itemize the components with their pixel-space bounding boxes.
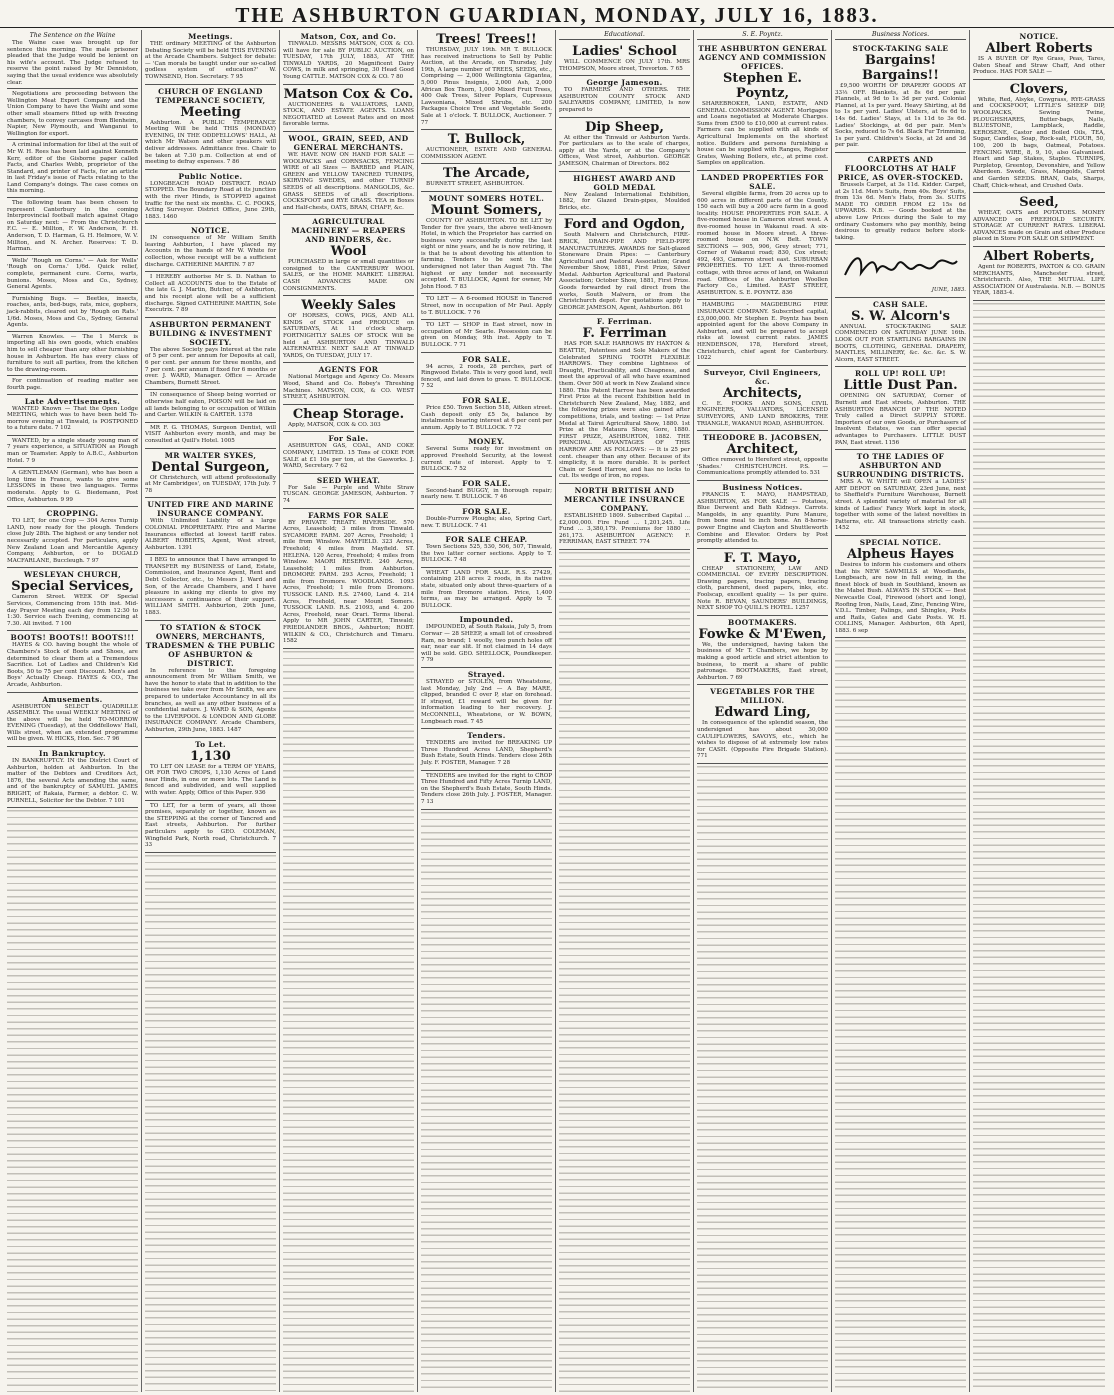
advertisement [7, 468, 138, 507]
advertisement [835, 298, 966, 368]
ad-body: WANTED Known — That the Open Lodge MEETING, which was to have been held To-morrow evening at Tinwald, is POSTPONED to a future date. 7 102 [7, 405, 138, 432]
continued-text [697, 764, 828, 1392]
ad-body: Agent for ROBERTS, PAXTON & CO. GRAIN MERCHANTS, Manchester street, Christchurch. Also, THE MUTUAL LIFE ASSOCIATION Of Australasia. N.B. — BONUS YEAR, 1883-4. [973, 264, 1105, 297]
advertisement [145, 170, 276, 225]
advertisement [697, 616, 828, 686]
news-paragraph [7, 198, 138, 256]
news-heading: The Sentence on the Waine [29, 32, 116, 39]
ad-title: AGENTS FOR [318, 365, 379, 375]
ad-body: IMPOUNDED, at South Rakaia, July 5, from Corwar — 28 SHEEP, a small lot of crossbred Ram, no brand; 1 woolly, two punch holes off ear, near ear slit. If not claimed in 14 days will be sold. GEO. SHELLOCK, Poundkeeper. 7 79 [421, 624, 552, 664]
ad-body: TINWALD. MESSRS MATSON, COX & CO. will have for sale BY PUBLIC AUCTION, on TUESDAY, 17th JULY, 1883, AT THE TINWALD YARDS, 20 Magnificent Dairy COWS, in milk and springing, 30 Head Good Young CATTLE. MATSON COX & CO. 7 80 [283, 41, 414, 80]
ad-title: THEODORE B. JACOBSEN, [702, 433, 823, 443]
ad-body: A GENTLEMAN (German), who has been a long time in France, wants to give some LESSONS in these two languages. Terms moderate. Apply to G. Biedemann, Post Office, Ashburton. 9 99 [7, 470, 138, 503]
ad-body: PURCHASED in large or small quantities or consigned to the CANTERBURY WOOL SALES, or the HOME MARKET. LIBERAL CASH ADVANCES MADE ON CONSIGNMENTS. [283, 259, 414, 292]
column-2 [142, 30, 280, 1392]
ad-body: For Sale — Purple and White Straw TUSCAN. GEORGE JAMESON, Ashburton. 7 74 [283, 484, 414, 504]
ad-title: AGRICULTURAL MACHINERY — REAPERS AND BINDERS, &c. [291, 217, 406, 245]
ad-body: TO LET, for a term of years, all those premises, separately or together, known as the STEPPING at the corner of Tancred and East streets, Ashburton. For further particulars apply to GEO. COLEMAN, Wingfield Park, North road, Christchurch. 7 33 [145, 802, 276, 849]
ad-title: ASHBURTON PERMANENT BUILDING & INVESTMENT SOCIETY. [149, 319, 272, 347]
ad-body: Brussels Carpet, at 3s 11d. Kidder. Carpet, at 2s 11d. Men's Suits, from 40s. Boys' Suits, from 13s 6d. Men's Hats, from 3s. SUITS MADE TO ORDER FROM £2 15s 6d UPWARDS. N.B. — Goods booked at the above Low Prices during the Sale to my ordinary Customers who pay monthly, being desirous to greatly reduce before stock-taking. [835, 181, 966, 241]
column-6 [694, 30, 832, 1392]
ad-headline: Albert Roberts [985, 41, 1093, 56]
news-text: The following team has been chosen to represent Canterbury in the coming Interprovincial football match against Otago on Saturday next: — From the Christchurch F.C. — E. Millton, F. W. Anderson, F. H. Anderson, T. D. Harman, G. H. Helmore, W. V. Millton, and N. Archer. Reserves: T. D. Harman. [7, 200, 138, 253]
ad-body: ASHBURTON GAS, COAL, AND COKE COMPANY, LIMITED. 15 Tons of COKE FOR SALE at £1 10s per ton, at the Gasworks. J. WARD, Secretary. 7 62 [283, 443, 414, 470]
ad-body: TO LET, for one Crop — 304 Acres Turnip LAND, now ready for the plough. Tenders close July 28th. The highest or any tender not necessarily accepted. For particulars, apply New Zealand Loan and Mercantile Agency Company, Ashburton, or to DUGALD MACFARLANE, Buccleugh. 7 97 [7, 518, 138, 564]
ad-body: MRS A. W. WHITE will OPEN a LADIES' ART DEPOT on SATURDAY, 23rd June, next to Sheffield's Furniture Warehouse, Burnett street. A splendid variety of material for all kinds of Ladies' Fancy Work kept in stock, together with some of the latest novelties in Patterns, etc. All transactions strictly cash. 1452 [835, 479, 966, 532]
ad-headline: Clovers, [1009, 81, 1069, 97]
news-paragraph [7, 140, 138, 198]
advertisement [145, 621, 276, 738]
advertisement [973, 80, 1105, 193]
ad-body: AUCTIONEER, ESTATE AND GENERAL COMMISSION AGENT. [421, 147, 552, 160]
advertisement [421, 435, 552, 476]
ad-title: FOR SALE. [462, 506, 511, 516]
ad-body: BY PRIVATE TREATY. RIVERSIDE. 570 Acres, Leasehold; 3 miles from Tinwald. SYCAMORE FARM. 207 Acres, Freehold; 1 mile from Winslow. MAYFIELD. 323 Acres, Freehold; 4 miles from Mayfield. ST. HELENA. 120 Acres, Freehold; 4 miles from Winslow. MAORI RESERVE. 240 Acres, Leasehold; 1 miles from Ashburton. DROMORE FARM. 293 Acres, Freehold; 1 mile from Dromore. WOODLANDS. 1093 Acres, Freehold; 1 mile from Dromore. TUSSOCK LAND. R.S. 27460, Land 4. 214 Acres, Freehold, near Mount Somers. TUSSOCK LAND. R.S. 21093, and 4. 200 Acres, Freehold, near Orari. Terms liberal. Apply to MR JOHN CARTER, Tinwald; FRIEDLANDER BROS., Ashburton; ROBT. WILKIN & CO., Christchurch and Timaru. 1582 [283, 519, 414, 645]
ad-body: Town Sections 525, 530, 506, 507, Tinwald, the two latter corner sections. Apply to T. BULLOCK. 7 48 [421, 544, 552, 564]
ad-body: CHEAP STATIONERY, LAW AND COMMERCIAL OF EVERY DESCRIPTION. Drawing papers, tracing papers, tracing cloth, parchment, deed papers, inks, etc. Foolscap, excellent quality — 1s per quire. Note R. BEVAN, SAUNDERS' BUILDINGS, NEXT SHOP TO QUILL'S HOTEL. 1257 [697, 565, 828, 612]
ad-body: Office removed to Hereford street, opposite 'Shades.' CHRISTCHURCH. P.S. — Communications promptly attended to. 531 [697, 457, 828, 477]
ad-title: MR WALTER SYKES, [164, 450, 257, 460]
ad-body: South Malvern and Christchurch, FIRE-BRICK, DRAIN-PIPE AND FIELD-PIPE MANUFACTURERS. AWARDS for Salt-glazed Stoneware Drain Pipes: — Canterbury Agricultural and Pastoral Association; Grand November Show, 1881, First Prize, Silver Medal. Ashburton Agricultural and Pastoral Association; October Show, 1881, First Prize. Goods forwarded by rail direct from the works, South Malvern, or from the Christchurch depot. For quotations apply to GEORGE JAMESON, Agent, Ashburton. 861 [559, 232, 690, 311]
advertisement [559, 42, 690, 76]
news-paragraph [7, 89, 138, 140]
column-heading: Business Notices. [835, 30, 966, 40]
news-text: Wells' 'Rough on Corns.' — Ask for Wells' 'Rough on Corns.' 1/6d. Quick relief, complete, permanent cure. Corns, warts, bunions. Moses, Moss and Co., Sydney, General Agents. [7, 257, 138, 291]
ad-body: With Unlimited Liability of a large COLONIAL PROPRIETARY. Fire and Marine Insurances effected at lowest tariff rates. ALBERT ROBERTS, Agent, West street, Ashburton. 1391 [145, 518, 276, 551]
ad-body: SHAREBROKER, LAND, ESTATE, AND GENERAL COMMISSION AGENT. Mortgages and Loans negotiated at Moderate Charges. Sums from £500 to £10,000 at current rates. Farmers can be supplied with all kinds of Agricultural Implements on the shortest notice. Builders and persons furnishing a house can be supplied with Ranges, Register Grates, Washing Boilers, etc., at prime cost. Samples on application. [697, 101, 828, 167]
advertisement [973, 30, 1105, 80]
advertisement [7, 568, 138, 631]
advertisement [283, 215, 414, 296]
ad-headline: Fowke & M'Ewen, [698, 626, 827, 642]
ad-body: AUCTIONEERS & VALUATORS, LAND, STOCK, AND ESTATE AGENTS. LOANS NEGOTIATED at Lowest Rates and on most favorable terms. [283, 101, 414, 128]
ad-title: To Let. [195, 739, 226, 749]
ad-body: £9,500 WORTH OF DRAPERY GOODS AT 33⅓ OFF. Blankets, at 8s 6d per pair. Flannels, at 9d to 1s 3d per yard. Colonial Flannel, at 1s per yard. Heavy Shirting, at 8d to 1s per yard. Ladies' Ulsters, at 6s 6d to 14s 6d. Ladies' Stays, at 1s 11d to 3s 6d. Ladies' Stockings, at 6d per pair. Men's Socks, reduced to 7s 6d. Black Fur Trimming, 1s per yard. Children's Socks, at 2d and 3d per pair. [835, 83, 966, 149]
ad-title: Impounded. [459, 615, 514, 625]
ad-headline: Meeting [180, 104, 241, 120]
ad-headline: Architect, [726, 442, 799, 458]
ad-body: WANTED, by a single steady young man of 7 years experience, a SITUATION as Plough man or Teamster. Apply to A.B.C., Ashburton Hotel. 7 9 [7, 437, 138, 464]
advertisement [421, 729, 552, 770]
signature-date: JUNE, 1883. [931, 287, 966, 294]
ad-title: NOTICE. [1019, 32, 1059, 41]
ad-title: Meetings. [188, 32, 233, 41]
news-paragraph [7, 376, 138, 394]
ad-body: WHEAT LAND FOR SALE. R.S. 27429, containing 218 acres 2 roods, in its native state, situated only about three-quarters of a mile from Dromore station. Price, 1,400 terms, as may be arranged. Apply to T. BULLOCK. [421, 569, 552, 609]
ad-body: HAYES & CO. having bought the whole of Chambers's Stock of Boots and Shoes, are determined to clear them at a Tremendous Sacrifice. Lot of Ladies and Children's Kid Boots, 50 to 75 per cent Discount. Men's and Boys' Actually Cheap. HAYES & CO., The Arcade, Ashburton. [7, 642, 138, 688]
advertisement [145, 498, 276, 555]
advertisement [145, 318, 276, 391]
ad-title: NORTH BRITISH AND MERCANTILE INSURANCE COMPANY. [564, 485, 685, 513]
ad-body: TENDERS are invited for BREAKING UP Three Hundred Acres LAND, Shepherd's Bush Estate, South Hinds. Tenders close 26th July. F. FOSTER, Manager. 7 28 [421, 740, 552, 766]
ad-title: STOCK-TAKING SALE [852, 44, 949, 53]
advertisement [145, 390, 276, 422]
ad-body: IN BANKRUPTCY. IN the District Court of Ashburton, holden at Ashburton. In the matter of the Debtors and Creditors Act, 1876, the several Acts amending the same, and of the bankruptcy of SAMUEL JAMES BRIGHT, of Rakaia, Farmer, a debtor. C. W. PURNELL, Solicitor for the Debtor. 7 101 [7, 758, 138, 804]
ad-body: C. E. FOOKS AND SONS, CIVIL ENGINEERS, VALUATORS, LICENSED SURVEYORS, AND LAND BROKERS, THE TRIANGLE, WAKANUI ROAD, ASHBURTON. [697, 400, 828, 427]
advertisement [559, 76, 690, 117]
ad-body: HAS FOR SALE HARROWS BY HAXTON & BEATTIE, Patentees and Sole Makers of the Celebrated SPRING TOOTH FLEXIBLE HARROWS. They combine Lightness of Draught, Practicability, and Cheapness, and meet the approval of all who have examined them. Over 500 at work in New Zealand since 1880. This Patent Harrow has been awarded First Prize at the recent Exhibition held in Christchurch New Zealand, May, 1882, and the following prizes were also gained after competitions, trials, and testing: — 1st Prize Medal at Tairei Agricultural Show, 1880. 1st Prize at the Mataura Show, Gore, 1880. FIRST PRIZE, ASHBURTON, 1882. THE PRINCIPAL ADVANTAGES OF THIS HARROW ARE AS FOLLOWS: — It is 25 per cent. cheaper than any other. Because of its simplicity, it is more durable. It is perfect Chain or Seed Harrow, and has no locks to cut. Its wedge of iron, no ropes. [559, 341, 690, 480]
ad-headline: Dip Sheep, [585, 119, 664, 135]
signature-block [835, 245, 966, 298]
advertisement [421, 320, 552, 352]
advertisement [835, 536, 966, 639]
ad-headline: T. Bullock, [447, 132, 526, 148]
ad-title: SEED WHEAT. [316, 475, 381, 485]
news-paragraph [7, 294, 138, 332]
advertisement [421, 192, 552, 295]
ad-body: I HEREBY authorise Mr S. D. Nathan to Collect all ACCOUNTS due to the Estate of the late G. J. Martin, Butcher, of Ashburton, and his receipt alone will be a sufficient discharge. Signed CATHERINE MARTIN, Sole Executrix. 7 89 [145, 274, 277, 314]
ad-title: FARMS FOR SALE [308, 510, 389, 520]
advertisement [283, 405, 414, 433]
ad-headline: Seed, [1019, 195, 1059, 211]
ad-title: FOR SALE. [462, 478, 511, 488]
ad-body: TO FARMERS AND OTHERS. THE ASHBURTON COUNTY STOCK AND SALEYARDS COMPANY, LIMITED, Is now prepared to [559, 87, 690, 113]
advertisement [559, 118, 690, 172]
advertisement [283, 363, 414, 404]
ad-title: TO STATION & STOCK OWNERS, MERCHANTS, TRADESMEN & THE PUBLIC OF ASHBURTON & DISTRICT. [145, 622, 276, 668]
advertisement [283, 509, 414, 649]
advertisement [559, 484, 690, 550]
ad-headline: F. Ferriman [582, 326, 667, 342]
advertisement [559, 315, 690, 483]
ad-headline: Trees! Trees!! [436, 32, 537, 47]
advertisement [835, 42, 966, 153]
masthead-title: THE ASHBURTON GUARDIAN, MONDAY, JULY 16, 1883. [235, 3, 879, 27]
masthead [0, 2, 1114, 28]
continued-text [145, 853, 276, 1392]
advertisement [283, 85, 414, 132]
advertisement [697, 366, 828, 431]
ad-title: WOOL, GRAIN, SEED, AND GENERAL MERCHANTS. [288, 133, 409, 152]
ad-body: COUNTY OF ASHBURTON. TO BE LET by Tender for five years, the above well-known Hotel, in which the Proprietor has carried on business very successfully during the last eight or nine years, and he is now retiring, it is that he is about devoting his attention to farming. Tenders to be sent to the undersigned not later than August 7th. The highest or any tender not necessarily accepted. T. BULLOCK, Agent for owner, Mr John Hood. 7 83 [421, 217, 552, 290]
ad-title: MOUNT SOMERS HOTEL. [428, 193, 545, 203]
ad-title: NOTICE. [190, 226, 231, 236]
continued-text [7, 808, 138, 1392]
ad-title: Surveyor, Civil Engineers, &c. [703, 367, 822, 386]
ad-title: SPECIAL NOTICE. [859, 537, 942, 547]
advertisement [973, 247, 1105, 301]
advertisement [421, 613, 552, 668]
advertisement [835, 367, 966, 450]
ad-headline: Albert Roberts, [983, 249, 1095, 265]
ad-body: OF HORSES, COWS, PIGS, AND ALL KINDS of STOCK and PRODUCE on SATURDAYS, At 11 o'clock sharp. FORTNIGHTLY SALES OF STOCK Will be held at ASHBURTON AND TINWALD ALTERNATELY. NEXT SALE AT TINWALD YARDS, On TUESDAY, JULY 17. [283, 313, 414, 359]
news-text: The Waine case was brought up for sentence this morning. The male prisoner pleaded that the Judge would be lenient on his wife's account. The Judge refused to reserve the point raised by Mr Denniston, saying that the usual evidence was absolutely clear. [7, 40, 138, 86]
ad-body: THE ordinary MEETING of the Ashburton Debating Society will be held THIS EVENING at the Arcade Chambers. Subject for debate: — 'Can morals be taught under our so-called godless system of education?' W. TOWNSEND, Hon. Secretary. 7 95 [145, 41, 276, 80]
ad-body: Several Sums ready for investment on approved Freehold Security, at the lowest current rate of interest. Apply to T. BULLOCK. 7 52 [421, 446, 552, 473]
ad-title: BOOTS! BOOTS!! BOOTS!!! [10, 633, 135, 643]
ad-headline: Cheap Storage. [292, 406, 405, 422]
ad-body: IN consequence of Mr William Smith leaving Ashburton, I have placed my Accounts in the hands of Mr W. White for collection, whose receipt will be a sufficient discharge. CATHERINE MARTIN. 7 87 [145, 235, 276, 268]
news-paragraph [7, 256, 138, 294]
advertisement [7, 395, 138, 436]
ad-body: OPENING ON SATURDAY, Corner of Burnett and East streets, Ashburton. THE ASHBURTON BRANCH OF THE NOTED Truly called a Direct SUPPLY STORE. Importers of our own Goods, or Purchasers of Insolvent Estates, we can offer special advantages to Purchasers. LITTLE DUST PAN, East street. 1156 [835, 393, 966, 446]
ad-title: Business Notices. [722, 482, 803, 492]
ad-body: THURSDAY, JULY 19th. MR T. BULLOCK has received instructions to Sell by Public Auction, at the Arcade, on Thursday, July 19th, A large number of TREES, SEEDS, etc., Comprising — 2,000 Wellingtonia Gigantea, 5,000 Pinus Insignis, 2,000 Ash, 2,000 African Box Thorn, 1,000 Mixed Fruit Trees, 400 Oak Trees, Silver Poplars, Cupressus Lawsoniana, Mixed Shrubs, etc. 200 Packages Choice Tree and Vegetable Seeds. Sale at 1 o'clock. T. BULLOCK, Auctioneer. 7 77 [421, 47, 552, 126]
ad-headline: Alpheus Hayes [847, 546, 954, 562]
advertisement [697, 171, 828, 301]
continued-text [973, 301, 1105, 1392]
advertisement [421, 568, 552, 614]
advertisement [421, 533, 552, 568]
ad-body: Second-hand BUGGY, in thorough repair; nearly new. T. BULLOCK. 7 46 [421, 487, 552, 501]
ad-title: For Sale. [328, 434, 369, 444]
ad-title: Amusements. [42, 694, 103, 704]
advertisement [421, 477, 552, 505]
ad-body: Cameron Street. WEEK OF Special Services, Commencing from 15th inst. Mid-day Prayer Meeting each day from 12:30 to 1:30. Service each Evening, commencing at 7.30. All invited. 7 100 [7, 594, 138, 627]
ad-title: FOR SALE. [462, 354, 511, 364]
ad-title: LANDED PROPERTIES FOR SALE. [701, 172, 824, 191]
column-3 [280, 30, 418, 1392]
ad-headline: S. W. Alcorn's [851, 308, 950, 324]
ad-headline: Edward Ling, [714, 705, 811, 721]
advertisement [697, 42, 828, 171]
ad-body: 94 acres, 2 roods, 28 perches, part of Ringwood Estate. This is very good land, well fenced, and laid down to grass. T. BULLOCK. 7 52 [421, 363, 552, 390]
advertisement [835, 153, 966, 245]
continued-text [421, 810, 552, 1393]
ad-title: CARPETS AND FLOORCLOTHS AT HALF PRICE, AS OVER-STOCKED. [837, 154, 964, 182]
advertisement [421, 668, 552, 729]
ad-title: BOOTMAKERS. [728, 617, 797, 627]
advertisement [283, 474, 414, 509]
ad-title: Tenders. [467, 731, 506, 741]
ad-title: UNITED FIRE AND MARINE INSURANCE COMPANY. [147, 500, 274, 519]
ad-headline: F. T. Mayo, [723, 550, 802, 566]
news-paragraph [7, 30, 138, 89]
ad-title: TO THE LADIES OF ASHBURTON AND SURROUNDING DISTRICTS. [836, 452, 965, 480]
advertisement [283, 296, 414, 363]
ad-title: CROPPING. [46, 509, 99, 519]
ad-body: In consequence of the splendid season, the undersigned has about 30,000 CAULIFLOWERS, SAVOYS, etc., which he wishes to dispose of at extremely low rates for CASH. (Opposite Fire Brigade Station). 771 [697, 720, 828, 760]
advertisement [283, 432, 414, 473]
ad-body: Price £50. Town Section 518, Aitken street. Cash deposit only £5 5s, balance by instalments bearing interest at 6 per cent per annum. Apply to T. BULLOCK. 7 72 [421, 404, 552, 431]
ad-body: At either the Tinwald or Ashburton Yards. For particulars as to the scale of charges, apply at the Yards, or at the Company's Offices, West street, Ashburton. GEORGE JAMESON, Chairman of Directors. 862 [559, 134, 690, 167]
news-text: A criminal information for libel at the suit of Mr W. H. Rees has been laid against Kenneth Kerr, editor of the Gisborne paper called Facts, and Charles Webb, proprietor of the Standard, and printer of Facts, for an article in last Friday's issue of Facts relating to the Land Company's doings. The case comes on this morning. [7, 142, 138, 195]
ad-headline: Matson Cox & Co. [283, 86, 414, 102]
ad-body: BURNETT STREET, ASHBURTON. [426, 181, 525, 188]
advertisement [421, 771, 552, 810]
advertisement [7, 693, 138, 748]
advertisement [145, 555, 276, 620]
continued-text [559, 550, 690, 1392]
ad-headline: Special Services, [11, 579, 134, 595]
column-4 [418, 30, 556, 1392]
ad-body: Apply, MATSON, COX & CO. 303 [288, 421, 381, 428]
ad-title: VEGETABLES FOR THE MILLION. [710, 687, 815, 706]
ad-title: Matson, Cox, and Co. [300, 32, 397, 41]
ad-body: Several eligible farms, from 20 acres up to 600 acres in different parts of the County. 150 each will buy a 200 acre farm in a good locality. HOUSE PROPERTIES FOR SALE. A five-roomed house in Cameron street west. A five-roomed house in Wakanui road. A six-roomed house in Moore street. A three-roomed house on N.W. Belt. TOWN SECTIONS — 905, 906, Grey street; 771, Corner of Wakanui road; 830, Cox street; 492, 493, Cameron street east. SUBURBAN PROPERTIES. TO LET. A three-roomed cottage, with three acres of land, on Wakanui road. Offices of the Ashburton Woollen Factory Co., Limited. EAST STREET, ASHBURTON. S. E. POYNTZ. 836 [697, 190, 828, 296]
column-8 [970, 30, 1108, 1392]
news-text: Furnishing Bugs. — Beetles, insects, roaches, ants, bed-bugs, rats, mice, gophers, jack-rabbits, cleared out by 'Rough on Rats.' 1/6d. Moses, Moss and Co., Sydney, General Agents. [7, 295, 138, 329]
ad-body: ESTABLISHED 1809. Subscribed Capital ... £2,000,000. Fire Fund ... 1,201,245. Life Fund ... 3,380,179. Premiums for 1880 ... 261,173. ASHBURTON AGENCY: F. FERRIMAN, EAST STREET. 774 [559, 512, 690, 546]
advertisement [421, 394, 552, 435]
column-1 [4, 30, 142, 1392]
advertisement [835, 450, 966, 536]
ad-headline: 1,130 [190, 748, 231, 764]
continued-text [835, 638, 966, 1392]
ad-body: TO LET — SHOP in East street, now in occupation of Mr Searle. Possession can be given on Monday, 9th inst. Apply to T. BULLOCK. 7 71 [421, 322, 552, 348]
column-heading: Educational. [559, 30, 690, 40]
advertisement [697, 300, 828, 365]
ad-title: ROLL UP! ROLL UP! [855, 369, 946, 379]
ad-body: I BEG to announce that I have arranged to TRANSFER my BUSINESS of Land, Estate, Commission, and Insurance Agent, Rent and Debt Collector, etc., to Messrs J. Ward and Son, of the Arcade Chambers, and I have pleasure in asking my clients to give my successors a continuance of their support. WILLIAM SMITH. Ashburton, 29th June, 1883. [145, 557, 276, 617]
ad-headline: Mount Somers, [430, 202, 543, 218]
ad-title: Public Notice. [178, 171, 243, 181]
column-heading: S. E. Poyntz. [697, 30, 828, 40]
ad-title: Strayed. [467, 670, 506, 679]
advertisement [421, 164, 552, 192]
ad-title: F. Ferriman. [596, 317, 653, 327]
ad-headline: Bargains! Bargains!! [862, 53, 939, 83]
ad-body: Desires to inform his customers and others that his NEW SAWMILLS at Woodlands, Longbeach, are now in full swing, in the finest block of bush in Southland, known as the Mabel Bush. ALWAYS IN STOCK — Best Newcastle Coal, Firewood (short and long), Roofing Iron, Nails, Lead, Zinc, Fencing Wire, V.D.L. Timber, Palings, and Shingles, Posts and Rails, Gates and Gate Posts. W. H. COLLINS, Manager. Ashburton, 6th April, 1883. 6 sep [835, 561, 966, 634]
advertisement [697, 481, 828, 549]
advertisement [697, 549, 828, 616]
ad-title: CHURCH OF ENGLAND TEMPERANCE SOCIETY, [155, 86, 266, 105]
advertisement [283, 30, 414, 85]
advertisement [145, 738, 276, 801]
ad-body: STRAYED or STOLEN, from Wheatstone, last Monday, July 2nd — A Bay MARE, clipped, branded C over P, star on forehead. If strayed, £1 reward will be given for information leading to her recovery. J. McCONNELL, Wheatstone, or W. BOWN, Longbeach road. 7 45 [421, 679, 552, 725]
advertisement [559, 172, 690, 216]
advertisement [145, 801, 276, 853]
news-text: For continuation of reading matter see fourth page. [7, 378, 138, 391]
ad-title: THE ASHBURTON GENERAL AGENCY AND COMMISSION OFFICES. [698, 44, 827, 71]
ad-body: Double-Furrow Ploughs; also, Spring Cart, new. T. BULLOCK. 7 41 [421, 515, 552, 529]
ad-body: LONGBEACH ROAD DISTRICT. ROAD STOPPED. The Boundary Road at its junction with the river Hinds, is STOPPED against traffic for the next six months. C. C. FOOKS, Acting Surveyor. District Office, June 29th, 1883. 1460 [145, 180, 276, 220]
ad-title: WESLEYAN CHURCH, [23, 570, 122, 580]
ad-body: TO LET ON LEASE for a TERM OF YEARS, OR FOR TWO CROPS, 1,130 Acres of Land near Hinds, in one or more lots. The Land is fenced and subdivided, and well supplied with water. Apply, Office of this Paper. 936 [145, 763, 276, 796]
ad-body: We, the undersigned, having taken the business of Mr T. Chambers, we hope by making a good article and strict attention to business, to merit a share of public patronage. BOOTMAKERS, East street, Ashburton. 7 69 [697, 641, 828, 681]
advertisement [145, 30, 276, 85]
advertisement [697, 431, 828, 481]
advertisement [421, 353, 552, 394]
advertisement [973, 193, 1105, 247]
ad-title: HIGHEST AWARD AND GOLD MEDAL [573, 173, 676, 192]
ad-headline: Architects, [722, 385, 803, 401]
ad-body: ANNUAL STOCK-TAKING SALE COMMENCED ON SATURDAY JUNE 16th. LOOK OUT FOR STARTLING BARGAINS IN BOOTS, CLOTHING, GENERAL DRAPERY, MANTLES, MILLINERY, &c. &c. &c. S. W. Alcorn, EAST STREET. [835, 323, 966, 363]
ad-headline: The Arcade, [442, 166, 531, 182]
advertisement [421, 30, 552, 130]
ad-title: George Jameson. [586, 78, 663, 88]
news-paragraph [7, 332, 138, 377]
ad-body: WE HAVE NOW ON HAND FOR SALE — WOOLPACKS and CORNSACKS, FENCING WIRE of all Sizes — BARBED and PLAIN, GREEN and YELLOW TANCRED TURNIPS, SKIRVING SWEDES, and other TURNIP SEEDS of all descriptions. MANGOLDS, &c. GRASS SEEDS of all descriptions. COCKSFOOT and RYE GRASS. TEA in Boxes and Half-chests, OATS, BRAN, CHAFF, &c. [283, 151, 414, 211]
ad-title: FOR SALE CHEAP. [445, 535, 528, 545]
column-7 [832, 30, 970, 1392]
ad-headline: Ladies' School [572, 44, 677, 59]
ad-body: National Mortgage and Agency Co. Messrs Wood, Shand and Co. Robey's Threshing Machines. MATSON, COX, & CO. WEST STREET, ASHBURTON. [283, 374, 414, 401]
ad-body: TO LET — A 6-roomed HOUSE in Tancred Street, now in occupation of Mr Paul. Apply to T. BULLOCK. 7 76 [421, 296, 552, 316]
ad-body: TENDERS are invited for the right to CROP Three Hundred and Fifty Acres Turnip LAND, on the Shepherd's Bush Estate, South Hinds. Tenders close 26th July. J. FOSTER, Manager. 7 13 [421, 772, 552, 805]
advertisement [7, 436, 138, 468]
ad-headline: Dental Surgeon, [151, 459, 270, 475]
ad-body: ASHBURTON SELECT QUADRILLE ASSEMBLY. The usual WEEKLY MEETING of the above will be held TO-MORROW EVENING (Tuesday), at the Oddfellows' Hall, Wills street, when an extended programme will be given. W. HICKS, Hon. Sec. 7 96 [7, 703, 138, 743]
advertisement [145, 449, 276, 499]
column-5 [556, 30, 694, 1392]
advertisement [145, 85, 276, 170]
ad-body: FRANCIS T. MAYO, HAMPSTEAD, ASHBURTON, AS FOR SALE — Potatoes, Blue Derwent and Bath Kidneys. Carrots. Mangolds, in any quantity. Pure Manure, from bone meal to inch bone. An 8-horse-power Engine and Clayton and Shuttleworth Combine and Elevator. Orders by Post promptly attended to. [697, 491, 828, 545]
continued-text [283, 649, 414, 1392]
ad-body: The above Society pays Interest at the rate of 5 per cent. per annum for Deposits at call, 6 per cent. per annum for three months, and 7 per cent. per annum if fixed for 6 months or over. J. WARD, Manager. Office — Arcade Chambers, Burnett Street. [145, 346, 276, 386]
ad-body: MR F. G. THOMAS, Surgeon Dentist, will VISIT Ashburton every month, and may be consulted at Quill's Hotel. 1005 [145, 424, 276, 444]
ad-title: In Bankruptcy. [39, 749, 106, 759]
ad-body: Ashburton. A PUBLIC TEMPERANCE Meeting Will be held THIS (MONDAY) EVENING, IN THE ODDFELLOWS' HALL, At which Mr Watson and other speakers will deliver addresses. Admittance free. Chair to be taken at 7.30 p.m. Collection at end of meeting to defray expenses. 7 86 [145, 119, 276, 166]
advertisement [421, 505, 552, 533]
ad-body: In reference to the foregoing announcement from Mr William Smith, we have the honor to state that in addition to the business we take over from Mr Smith, we are prepared to undertake Accountancy in all its branches, as well as any other business of a confidential nature. J. WARD & SON, Agents to the LIVERPOOL & LONDON AND GLOBE INSURANCE COMPANY. Arcade Chambers, Ashburton, 29th June, 1883. 1487 [145, 667, 276, 733]
ad-title: FOR SALE. [462, 395, 511, 405]
advertisement [145, 423, 276, 449]
ad-title: Late Advertisements. [24, 396, 121, 406]
advertisement [559, 215, 690, 315]
advertisement [145, 224, 276, 272]
news-text: Warren Knowles. — The 1 Merck is importing all his own goods, which enables him to sell cheaper than any other furnishing house in Ashburton. He has every class of furniture to suit all parties, from the kitchen to the drawing-room. [7, 333, 138, 373]
advertisement [7, 507, 138, 568]
ad-body: Of Christchurch, will attend professionally at Mr Cambridges', on TUESDAY, 17th July. 7 78 [145, 474, 276, 494]
column-container [4, 30, 1110, 1392]
ad-title: CASH SALE. [873, 299, 928, 309]
ad-headline: Ford and Ogdon, [563, 217, 686, 233]
ad-headline: Wool [330, 244, 367, 260]
advertisement [421, 130, 552, 164]
ad-body: WHEAT, OATS and POTATOES. MONEY ADVANCED on FREEHOLD SECURITY. STORAGE AT CURRENT RATES. LIBERAL ADVANCES made on Grain and other Produce placed in Store FOR SALE OR SHIPMENT. [973, 210, 1105, 243]
advertisement [421, 294, 552, 320]
handwritten-signature [835, 247, 966, 287]
advertisement [145, 272, 276, 318]
ad-headline: Little Dust Pan. [843, 378, 958, 394]
ad-headline: Weekly Sales [301, 298, 396, 314]
news-text: Negotiations are proceeding between the Wellington Meat Export Company and the Union Company to have the Waihi and some other small steamers fitted up with freezing chambers, to convey carcases from Blenheim, Napier, New Plymouth, and Wanganui to Wellington for export. [7, 91, 138, 137]
ad-body: White, Red, Alsyke, Cowgrass, RYE-GRASS and COCKSFOOT, LITTLE'S SHEEP DIP, WOOLPACKS, Sewing Twine, PLOUGHSHARES, Butter-bags, Nails, BLUESTONE, Lampblack, Raddle, KEROSENE, Castor and Boiled Oils, TEA, Sugar, Candles, Soap, Rock-salt, FLOUR, 50, 100, 200 lb bags, Oatmeal, Potatoes. FENCING WIRE, 8, 9, 10, also Galvanised. Heart and Sap Stakes, Staples. TURNIPS, Purpletop, Greentop, Devonshire, and Yellow Aberdeen. Swede, Grass, Mangolds, Carrot and Garden SEEDS. BRAN, Oats, Sharps, Chaff, Chick-wheat, and Crushed Oats. [973, 96, 1105, 189]
ad-body: HAMBURG - MAGDEBURG FIRE INSURANCE COMPANY. Subscribed capital, £3,000,000. Mr Stephen E. Poyntz has been appointed agent for the above Company in Ashburton, and will be prepared to accept risks at lowest current rates. JAMES HENDERSON, 178, Hereford street, Christchurch, chief agent for Canterbury. 1022 [697, 302, 828, 362]
ad-title: MONEY. [468, 437, 505, 447]
ad-body: WILL COMMENCE ON JULY 17th. MRS THOMPSON, Moore street, Trevorton. 7 65 [559, 59, 690, 72]
advertisement [7, 631, 138, 692]
advertisement [283, 132, 414, 215]
ad-body: IN consequence of Sheep being worried or otherwise half eaten, POISON will be laid on all lands belonging to or occupation of Wilkin and Carter. WILKIN & CARTER. 1378 [145, 392, 276, 419]
ad-body: New Zealand International Exhibition, 1882, for Glazed Drain-pipes, Moulded Bricks, etc. [559, 191, 690, 211]
advertisement [7, 747, 138, 808]
ad-body: IS A BUYER OF Rye Grass, Peas, Tares, Oaten Sheaf and Straw Chaff, And other Produce. HAS FOR SALE — [973, 56, 1105, 76]
ad-headline: Stephen E. Poyntz, [723, 71, 802, 101]
advertisement [697, 685, 828, 764]
